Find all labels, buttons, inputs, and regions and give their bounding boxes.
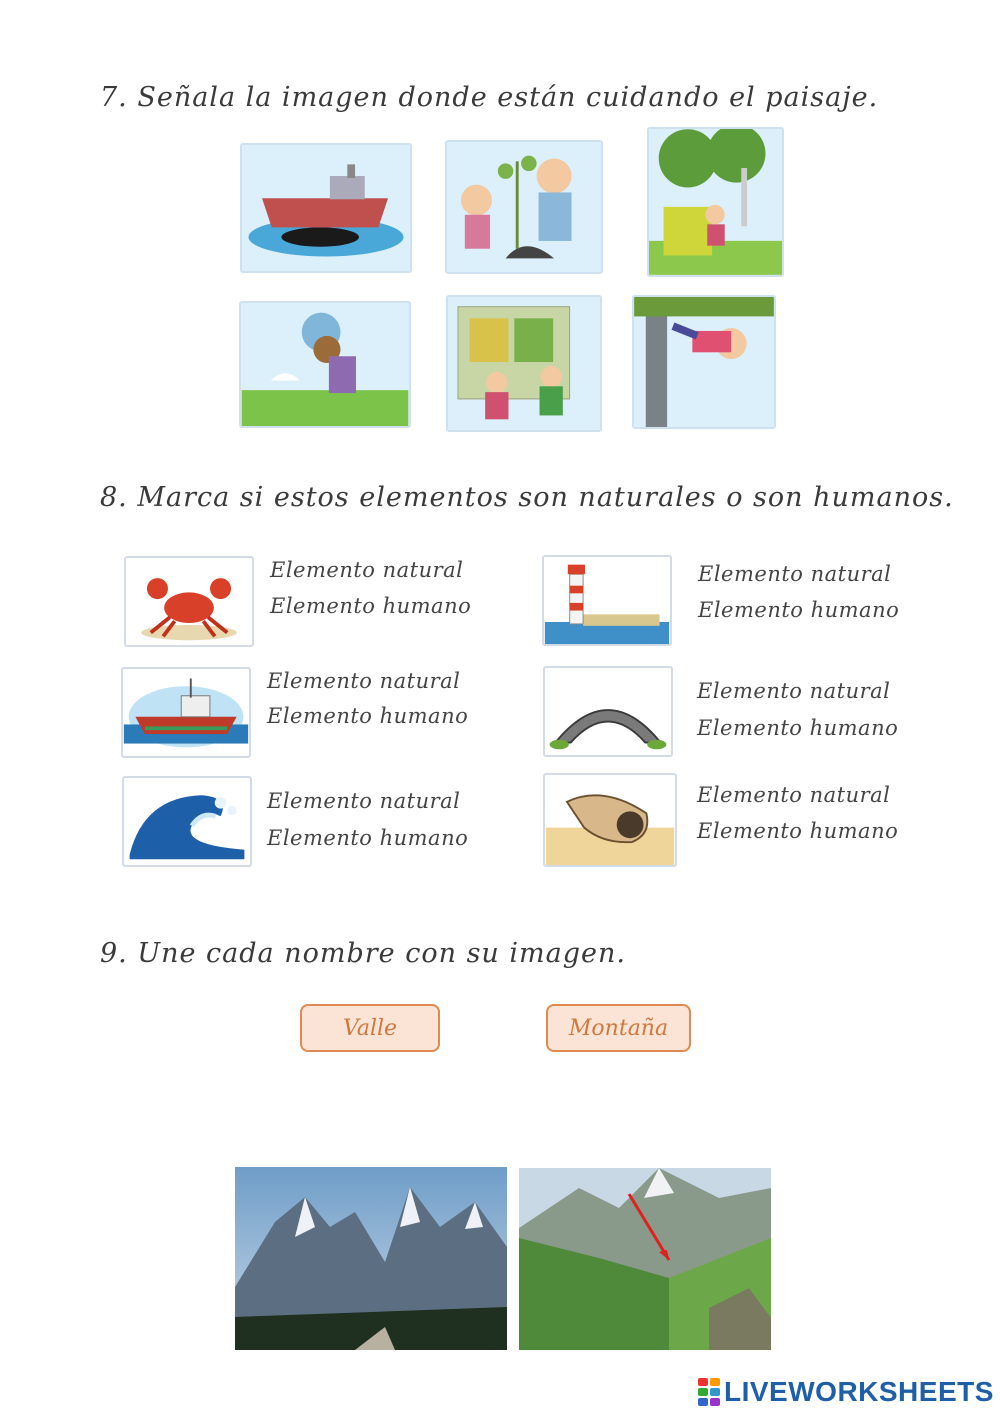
wave-option-human[interactable]: Elemento humano <box>267 826 469 850</box>
photo-mountains[interactable] <box>235 1167 507 1350</box>
picture-oil-spill-boat[interactable] <box>240 143 412 273</box>
bridge-option-natural[interactable]: Elemento natural <box>697 679 891 703</box>
word-valle[interactable]: Valle <box>300 1004 440 1052</box>
picture-recycling-truck[interactable] <box>446 295 602 432</box>
photo-valley[interactable] <box>519 1168 771 1350</box>
picture-climbing-tree[interactable] <box>632 295 776 429</box>
boat-picture <box>121 667 251 758</box>
picture-recycling-bin[interactable] <box>647 127 784 277</box>
liveworksheets-logo <box>698 1375 994 1409</box>
lighthouse-option-natural[interactable]: Elemento natural <box>698 562 892 586</box>
shell-picture <box>543 773 677 867</box>
shell-option-human[interactable]: Elemento humano <box>697 819 899 843</box>
boat-option-natural[interactable]: Elemento natural <box>267 669 461 693</box>
logo-mark-icon <box>698 1378 720 1406</box>
picture-planting-tree[interactable] <box>445 140 603 274</box>
bridge-option-human[interactable]: Elemento humano <box>697 716 899 740</box>
bridge-picture <box>543 666 673 757</box>
wave-picture <box>122 776 252 867</box>
lighthouse-picture <box>542 555 672 646</box>
lighthouse-option-human[interactable]: Elemento humano <box>698 598 900 622</box>
question-8-title: 8. Marca si estos elementos son naturales o son humanos. <box>100 482 954 513</box>
picture-picking-flowers[interactable] <box>239 301 411 428</box>
crab-picture <box>124 556 254 647</box>
crab-option-natural[interactable]: Elemento natural <box>270 558 464 582</box>
question-9-title: 9. Une cada nombre con su imagen. <box>100 938 626 969</box>
brand-name: LIVEWORKSHEETS <box>724 1376 994 1407</box>
boat-option-human[interactable]: Elemento humano <box>267 704 469 728</box>
question-7-title: 7. Señala la imagen donde están cuidando el paisaje. <box>100 82 879 113</box>
shell-option-natural[interactable]: Elemento natural <box>697 783 891 807</box>
crab-option-human[interactable]: Elemento humano <box>270 594 472 618</box>
word-montana[interactable]: Montaña <box>546 1004 691 1052</box>
wave-option-natural[interactable]: Elemento natural <box>267 789 461 813</box>
